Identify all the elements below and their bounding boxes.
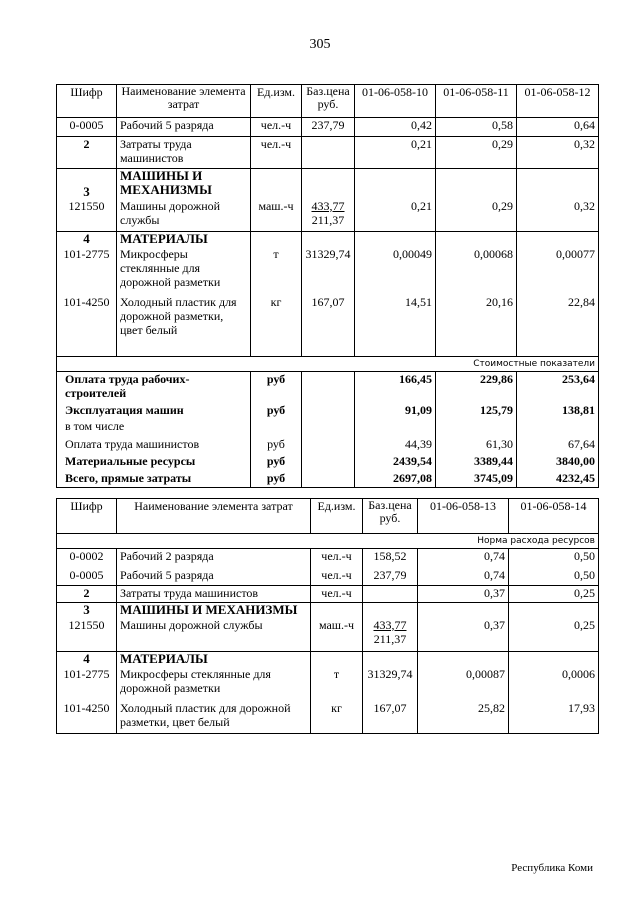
row-unit: кг	[251, 295, 302, 345]
section-title: МАТЕРИАЛЫ	[117, 652, 311, 667]
summary-label: Эксплуатация машин	[57, 403, 251, 419]
row-unit: т	[251, 247, 302, 295]
row-value-1: 0,37	[418, 586, 509, 603]
summary-row	[57, 419, 599, 437]
summary-label: в том числе	[57, 419, 251, 437]
table-row	[57, 618, 599, 652]
row-value-2: 0,58	[436, 118, 517, 137]
row-value-3: 0,32	[517, 137, 599, 169]
section-title: МАТЕРИАЛЫ	[117, 232, 251, 247]
row-unit: кг	[311, 701, 363, 734]
row-value-2: 0,50	[509, 568, 599, 586]
summary-label: Всего, прямые затраты	[57, 471, 251, 488]
header-name: Наименование элемента затрат	[117, 499, 311, 534]
summary-label: Оплата труда машинистов	[57, 437, 251, 454]
table-header-row	[57, 85, 599, 118]
summary-value-2: 3745,09	[436, 471, 517, 488]
row-name: Затраты труда машинистов	[117, 586, 311, 603]
cost-table-1	[56, 84, 599, 488]
table-row	[57, 118, 599, 137]
row-value-3: 0,64	[517, 118, 599, 137]
row-name: Рабочий 5 разряда	[117, 118, 251, 137]
row-unit: маш.-ч	[311, 618, 363, 652]
row-value-1: 14,51	[355, 295, 436, 345]
section-title: МАШИНЫ И МЕХАНИЗМЫ	[117, 603, 311, 618]
row-price: 167,07	[302, 295, 355, 345]
summary-value-3: 3840,00	[517, 454, 599, 471]
row-unit: чел.-ч	[251, 118, 302, 137]
row-unit: чел.-ч	[311, 549, 363, 568]
table-header-row	[57, 499, 599, 534]
row-code: 2	[57, 137, 117, 169]
row-value-3: 0,32	[517, 199, 599, 232]
summary-value-1: 44,39	[355, 437, 436, 454]
norm-subheader-row	[57, 534, 599, 549]
header-unit: Ед.изм.	[311, 499, 363, 534]
section-row	[57, 652, 599, 667]
row-value-3: 22,84	[517, 295, 599, 345]
row-value-2: 0,29	[436, 137, 517, 169]
summary-unit: руб	[251, 372, 302, 403]
header-name: Наименование элемента затрат	[117, 85, 251, 118]
cost-subheader: Стоимостные показатели	[57, 357, 599, 372]
header-col-1: 01-06-058-13	[418, 499, 509, 534]
row-value-2: 0,25	[509, 618, 599, 652]
row-name: Затраты труда машинистов	[117, 137, 251, 169]
row-value-3: 0,00077	[517, 247, 599, 295]
row-value-2: 0,29	[436, 199, 517, 232]
row-name: Рабочий 2 разряда	[117, 549, 311, 568]
row-price: 237,79	[363, 568, 418, 586]
row-value-1: 0,37	[418, 618, 509, 652]
row-unit: чел.-ч	[311, 568, 363, 586]
section-title: МАШИНЫ И МЕХАНИЗМЫ	[117, 169, 251, 199]
summary-label: Оплата труда рабочих-строителей	[57, 372, 251, 403]
header-col-1: 01-06-058-10	[355, 85, 436, 118]
summary-unit: руб	[251, 437, 302, 454]
section-row	[57, 603, 599, 618]
summary-value-2: 61,30	[436, 437, 517, 454]
summary-value-2: 3389,44	[436, 454, 517, 471]
header-col-2: 01-06-058-11	[436, 85, 517, 118]
table-row	[57, 247, 599, 295]
summary-value-3: 4232,45	[517, 471, 599, 488]
row-value-1: 0,74	[418, 549, 509, 568]
footer-region-label: Республика Коми	[511, 862, 593, 874]
table-row	[57, 137, 599, 169]
row-unit: т	[311, 667, 363, 701]
row-value-1: 0,21	[355, 199, 436, 232]
section-row	[57, 232, 599, 247]
norm-subheader: Норма расхода ресурсов	[57, 534, 599, 549]
section-row	[57, 169, 599, 199]
row-price	[363, 618, 418, 652]
row-value-1: 25,82	[418, 701, 509, 734]
row-value-2: 0,50	[509, 549, 599, 568]
row-code: 101-4250	[57, 295, 117, 345]
summary-unit: руб	[251, 471, 302, 488]
price-bottom: 211,37	[373, 631, 407, 646]
row-price	[302, 199, 355, 232]
row-code: 121550	[57, 199, 117, 232]
row-value-1: 0,00049	[355, 247, 436, 295]
row-name: Холодный пластик для дорожной разметки, цвет белый	[117, 701, 311, 734]
row-value-2: 17,93	[509, 701, 599, 734]
header-code: Шифр	[57, 499, 117, 534]
row-name: Машины дорожной службы	[117, 199, 251, 232]
summary-row	[57, 372, 599, 403]
summary-value-3: 67,64	[517, 437, 599, 454]
price-top: 433,77	[373, 617, 407, 632]
row-code: 0-0005	[57, 568, 117, 586]
cost-subheader-row	[57, 357, 599, 372]
row-code: 101-2775	[57, 667, 117, 701]
row-price: 31329,74	[302, 247, 355, 295]
table-row	[57, 701, 599, 734]
page-number: 305	[309, 37, 331, 52]
row-value-1: 0,21	[355, 137, 436, 169]
summary-row	[57, 403, 599, 419]
row-value-2: 0,25	[509, 586, 599, 603]
table-row	[57, 586, 599, 603]
row-value-2: 0,00068	[436, 247, 517, 295]
row-code: 121550	[57, 618, 117, 652]
row-name: Микросферы стеклянные для дорожной разметки	[117, 667, 311, 701]
row-name: Холодный пластик для дорожной разметки, цвет белый	[117, 295, 251, 345]
price-top: 433,77	[311, 198, 345, 213]
row-unit: чел.-ч	[311, 586, 363, 603]
header-col-3: 01-06-058-12	[517, 85, 599, 118]
summary-row	[57, 454, 599, 471]
table-row	[57, 199, 599, 232]
table-row	[57, 568, 599, 586]
row-price: 31329,74	[363, 667, 418, 701]
summary-row	[57, 437, 599, 454]
row-value-2: 0,0006	[509, 667, 599, 701]
price-bottom: 211,37	[311, 212, 345, 227]
row-price: 237,79	[302, 118, 355, 137]
row-code: 2	[57, 586, 117, 603]
row-value-1: 0,42	[355, 118, 436, 137]
summary-value-1: 166,45	[355, 372, 436, 403]
summary-value-3: 138,81	[517, 403, 599, 419]
row-code: 0-0002	[57, 549, 117, 568]
table-row	[57, 549, 599, 568]
header-code: Шифр	[57, 85, 117, 118]
row-code: 101-2775	[57, 247, 117, 295]
section-code: 4	[57, 232, 117, 247]
row-price: 158,52	[363, 549, 418, 568]
table-row	[57, 667, 599, 701]
row-value-1: 0,00087	[418, 667, 509, 701]
summary-value-1: 2697,08	[355, 471, 436, 488]
row-code: 0-0005	[57, 118, 117, 137]
header-unit: Ед.изм.	[251, 85, 302, 118]
row-unit: маш.-ч	[251, 199, 302, 232]
header-price: Баз.цена руб.	[302, 85, 355, 118]
section-code: 3	[57, 169, 117, 199]
summary-label: Материальные ресурсы	[57, 454, 251, 471]
row-unit: чел.-ч	[251, 137, 302, 169]
summary-row	[57, 471, 599, 488]
row-name: Машины дорожной службы	[117, 618, 311, 652]
row-value-2: 20,16	[436, 295, 517, 345]
summary-value-2: 125,79	[436, 403, 517, 419]
row-price: 167,07	[363, 701, 418, 734]
row-name: Рабочий 5 разряда	[117, 568, 311, 586]
summary-unit: руб	[251, 454, 302, 471]
table-row	[57, 295, 599, 345]
section-code: 3	[57, 603, 117, 618]
summary-value-1: 2439,54	[355, 454, 436, 471]
header-price: Баз.цена руб.	[363, 499, 418, 534]
row-code: 101-4250	[57, 701, 117, 734]
header-col-2: 01-06-058-14	[509, 499, 599, 534]
cost-table-2	[56, 498, 599, 734]
summary-value-1: 91,09	[355, 403, 436, 419]
section-code: 4	[57, 652, 117, 667]
summary-value-2: 229,86	[436, 372, 517, 403]
summary-value-3: 253,64	[517, 372, 599, 403]
row-value-1: 0,74	[418, 568, 509, 586]
summary-unit: руб	[251, 403, 302, 419]
row-name: Микросферы стеклянные для дорожной разметки	[117, 247, 251, 295]
